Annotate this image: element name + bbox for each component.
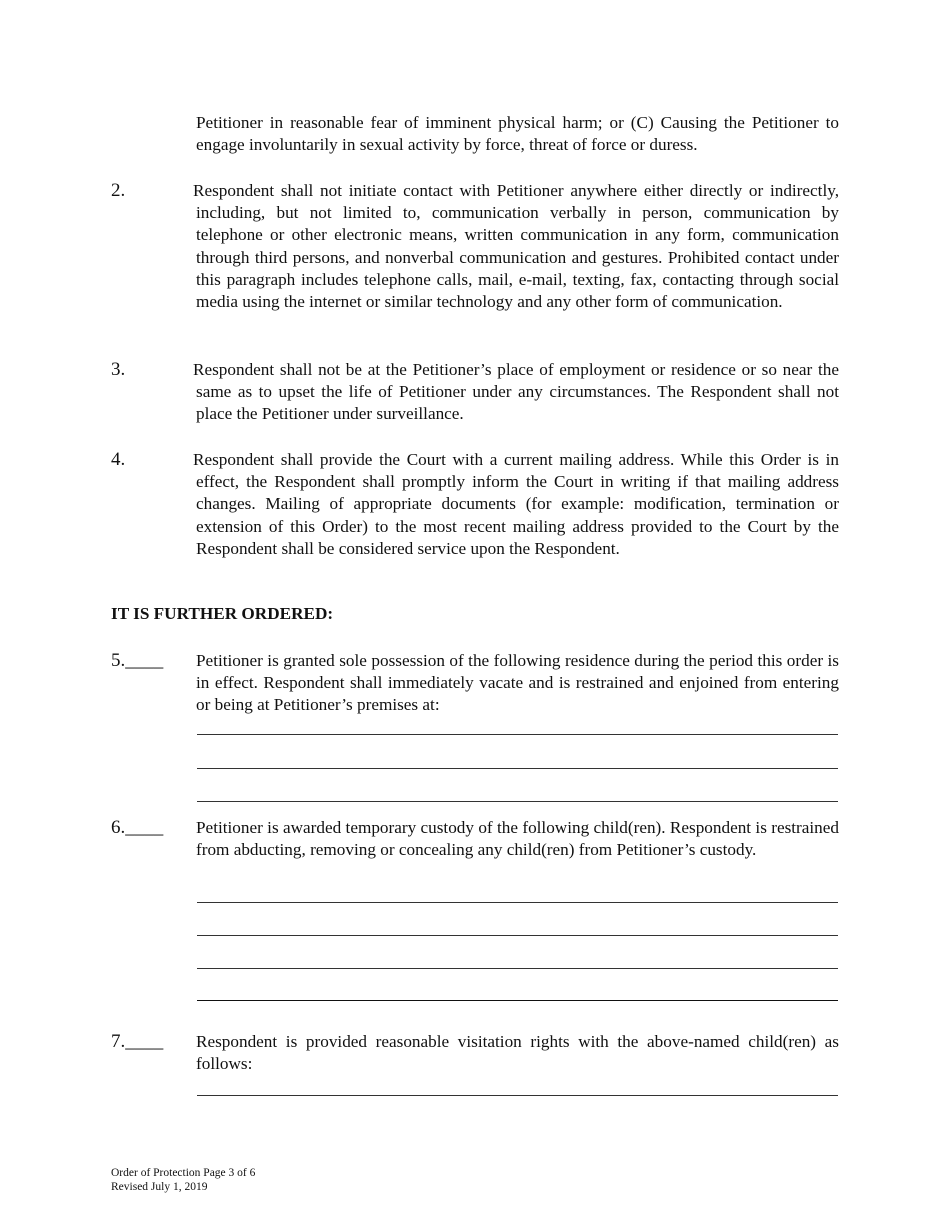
- item-7-fill-line[interactable]: [197, 1095, 838, 1096]
- item-6-fill-line[interactable]: [197, 935, 838, 936]
- item-6-fill-line[interactable]: [197, 968, 838, 969]
- item-6-fill-line[interactable]: [197, 902, 838, 903]
- item-4-number: 4.: [111, 449, 126, 470]
- continuation-paragraph: Petitioner in reasonable fear of imminent physical harm; or (C) Causing the Petitioner to engage involuntarily in sexual activity by force, threat of force or duress.: [196, 113, 839, 155]
- footer-page-label: Order of Protection Page 3 of 6: [111, 1167, 256, 1179]
- item-2-number: 2.: [111, 180, 126, 201]
- item-6-text: Petitioner is awarded temporary custody of the following child(ren). Respondent is restrained from abducting, removing or concealing any child(ren) from Petitioner’s custody.: [196, 818, 839, 860]
- footer-revised-date: Revised July 1, 2019: [111, 1181, 208, 1193]
- further-ordered-heading: IT IS FURTHER ORDERED:: [111, 604, 334, 623]
- item-6-number: 6.____: [111, 817, 164, 838]
- item-5-fill-line[interactable]: [197, 801, 838, 802]
- item-5-text: Petitioner is granted sole possession of the following residence during the period this order is in effect. Respondent shall immediately vacate and is restrained and enjoined from entering or being at Petitioner’s premises at:: [196, 651, 839, 715]
- item-4-text: Respondent shall provide the Court with a current mailing address. While this Order is in effect, the Respondent shall promptly inform the Court in writing if that mailing address changes. Mailing of appropriate documents (for example: modification, termination or extension of this Order) to the most recent mailing address provided to the Court by the Respondent shall be considered service upon the Respondent.: [193, 450, 839, 558]
- item-7-text: Respondent is provided reasonable visitation rights with the above-named child(ren) as follows:: [196, 1032, 839, 1074]
- item-5-number: 5.____: [111, 650, 164, 671]
- item-7-number: 7.____: [111, 1031, 164, 1052]
- item-5-fill-line[interactable]: [197, 734, 838, 735]
- item-5-fill-line[interactable]: [197, 768, 838, 769]
- item-3-text: Respondent shall not be at the Petitioner’s place of employment or residence or so near the same as to upset the life of Petitioner under any circumstances. The Respondent shall not place the Petitioner under surveillance.: [193, 360, 839, 424]
- item-2-text: Respondent shall not initiate contact with Petitioner anywhere either directly or indirectly, including, but not limited to, communication verbally in person, communication by telephone or other electronic means, written communication in any form, communication through third persons, and nonverbal communication and gestures. Prohibited contact under this paragraph includes telephone calls, mail, e-mail, texting, fax, contacting through social media using the internet or similar technology and any other form of communication.: [193, 181, 839, 312]
- item-6-fill-line[interactable]: [197, 1000, 838, 1001]
- item-3-number: 3.: [111, 359, 126, 380]
